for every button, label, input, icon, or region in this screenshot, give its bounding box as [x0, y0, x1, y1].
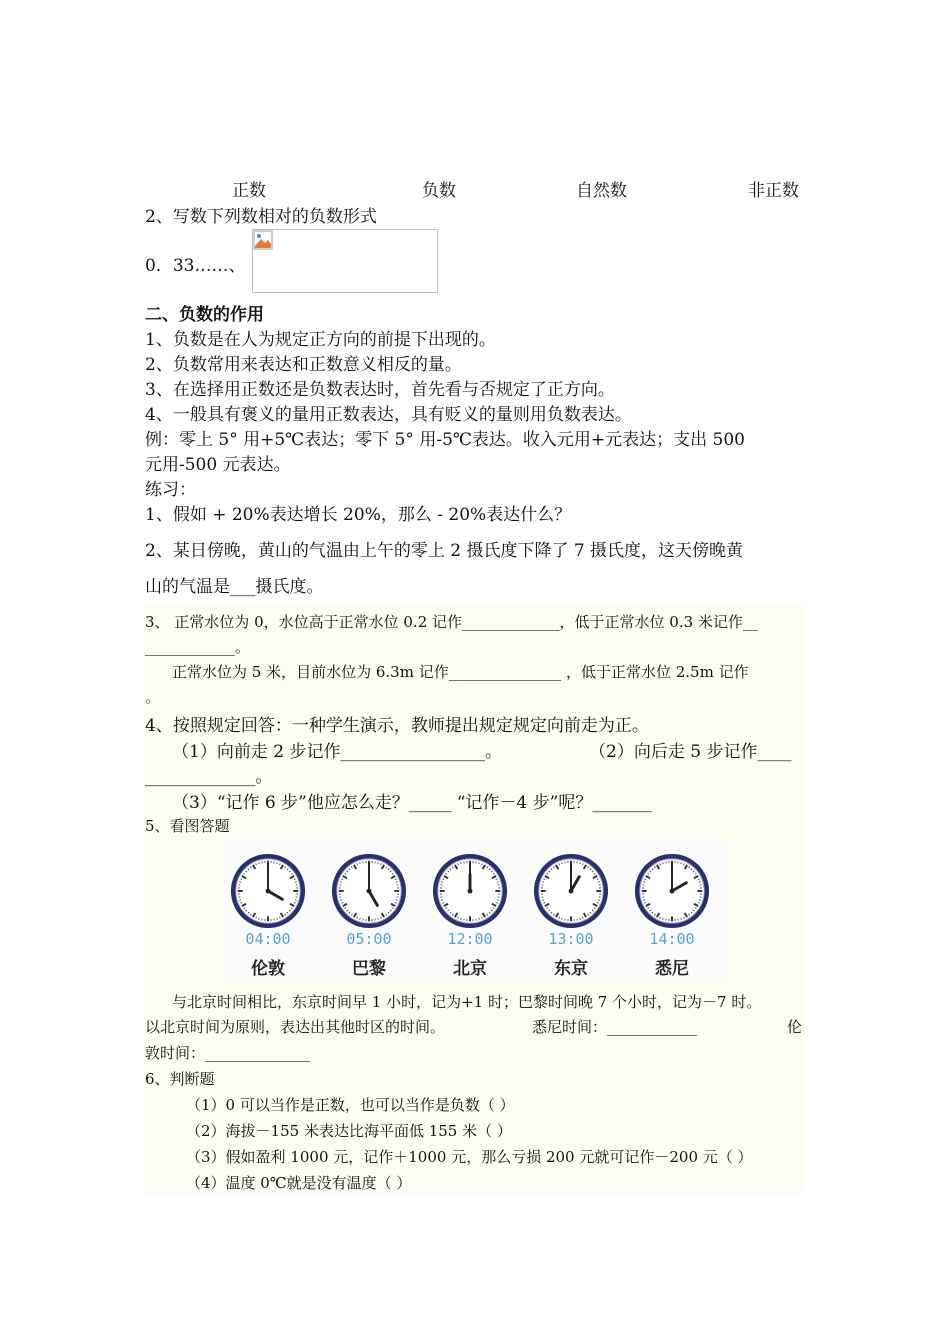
- practice-5-line-2c: 伦: [787, 1018, 803, 1036]
- city-label-1: 巴黎: [352, 959, 386, 979]
- practice-4-c: _____________。: [145, 767, 273, 787]
- q2-value: 0．33……、: [145, 256, 246, 276]
- example-line-1: 例：零上 5° 用+5℃表达；零下 5° 用-5℃表达。收入元用+元表达；支出 500: [145, 430, 745, 450]
- clock-face-0: [229, 852, 307, 930]
- section2-title: 二、负数的作用: [145, 305, 264, 325]
- judge-1: （1）0 可以当作是正数，也可以当作是负数（ ）: [186, 1096, 515, 1114]
- practice-5-line-2a: 以北京时间为原则，表达出其他时区的时间。: [145, 1018, 446, 1036]
- broken-image-frame: [252, 229, 438, 293]
- digital-time-2: 12:00: [447, 930, 493, 948]
- point-4: 4、一般具有褒义的量用正数表达，具有贬义的量则用负数表达。: [145, 405, 632, 425]
- practice-2-line-2: 山的气温是___摄氏度。: [145, 577, 324, 597]
- judge-4: （4）温度 0℃就是没有温度（ ）: [186, 1174, 412, 1192]
- term-positive: 正数: [232, 181, 266, 201]
- digital-time-0: 04:00: [245, 930, 291, 948]
- q2-title: 2、写数下列数相对的负数形式: [145, 207, 377, 227]
- practice-5-title: 5、看图答题: [145, 817, 230, 835]
- practice-4-b: （2）向后走 5 步记作____: [589, 742, 792, 762]
- practice-3-line-1: 3、 正常水位为 0，水位高于正常水位 0.2 记作_____________，低于正常水位 0.3 米记作__: [145, 613, 758, 631]
- clock-face-4: [633, 852, 711, 930]
- city-label-3: 东京: [554, 959, 588, 979]
- practice-3-line-4: 。: [145, 688, 161, 706]
- city-label-0: 伦敦: [251, 959, 285, 979]
- practice-5-line-1: 与北京时间相比，东京时间早 1 小时，记为+1 时；巴黎时间晚 7 个小时，记为－7 时。: [172, 993, 762, 1011]
- broken-image-icon: [253, 230, 273, 250]
- point-2: 2、负数常用来表达和正数意义相反的量。: [145, 355, 462, 375]
- judge-2: （2）海拔－155 米表达比海平面低 155 米（ ）: [186, 1122, 512, 1140]
- practice-label: 练习：: [145, 480, 196, 500]
- practice-4-line-1: 4、按照规定回答：一种学生演示，教师提出规定规定向前走为正。: [145, 716, 649, 736]
- practice-4-d: （3）“记作 6 步”他应怎么走？_____ “记作－4 步”呢？_______: [172, 793, 652, 813]
- digital-time-3: 13:00: [548, 930, 594, 948]
- practice-3-line-2: ____________。: [145, 638, 251, 656]
- example-line-2: 元用-500 元表达。: [145, 455, 291, 475]
- term-nonpositive: 非正数: [748, 181, 799, 201]
- practice-3-line-3: 正常水位为 5 米，目前水位为 6.3m 记作_______________ ，低于正常水位 2.5m 记作: [172, 663, 749, 681]
- city-label-4: 悉尼: [655, 959, 689, 979]
- digital-time-4: 14:00: [649, 930, 695, 948]
- practice-5-line-2b: 悉尼时间：____________: [532, 1018, 698, 1036]
- point-1: 1、负数是在人为规定正方向的前提下出现的。: [145, 330, 496, 350]
- city-label-2: 北京: [453, 959, 487, 979]
- practice-4-a: （1）向前走 2 步记作_________________。: [172, 742, 502, 762]
- practice-2-line-1: 2、某日傍晚，黄山的气温由上午的零上 2 摄氏度下降了 7 摄氏度，这天傍晚黄: [145, 541, 744, 561]
- clocks-figure: [224, 840, 730, 980]
- clock-face-1: [330, 852, 408, 930]
- practice-1: 1、假如 + 20%表达增长 20%，那么 - 20%表达什么？: [145, 505, 572, 525]
- digital-time-1: 05:00: [346, 930, 392, 948]
- clock-face-3: [532, 852, 610, 930]
- judge-3: （3）假如盈利 1000 元，记作＋1000 元，那么亏损 200 元就可记作－200 元（ ）: [186, 1148, 753, 1166]
- term-negative: 负数: [422, 181, 456, 201]
- term-natural: 自然数: [576, 181, 627, 201]
- clock-face-2: [431, 852, 509, 930]
- practice-6-title: 6、判断题: [145, 1070, 215, 1088]
- practice-5-line-3: 敦时间：______________: [145, 1044, 311, 1062]
- point-3: 3、在选择用正数还是负数表达时，首先看与否规定了正方向。: [145, 380, 615, 400]
